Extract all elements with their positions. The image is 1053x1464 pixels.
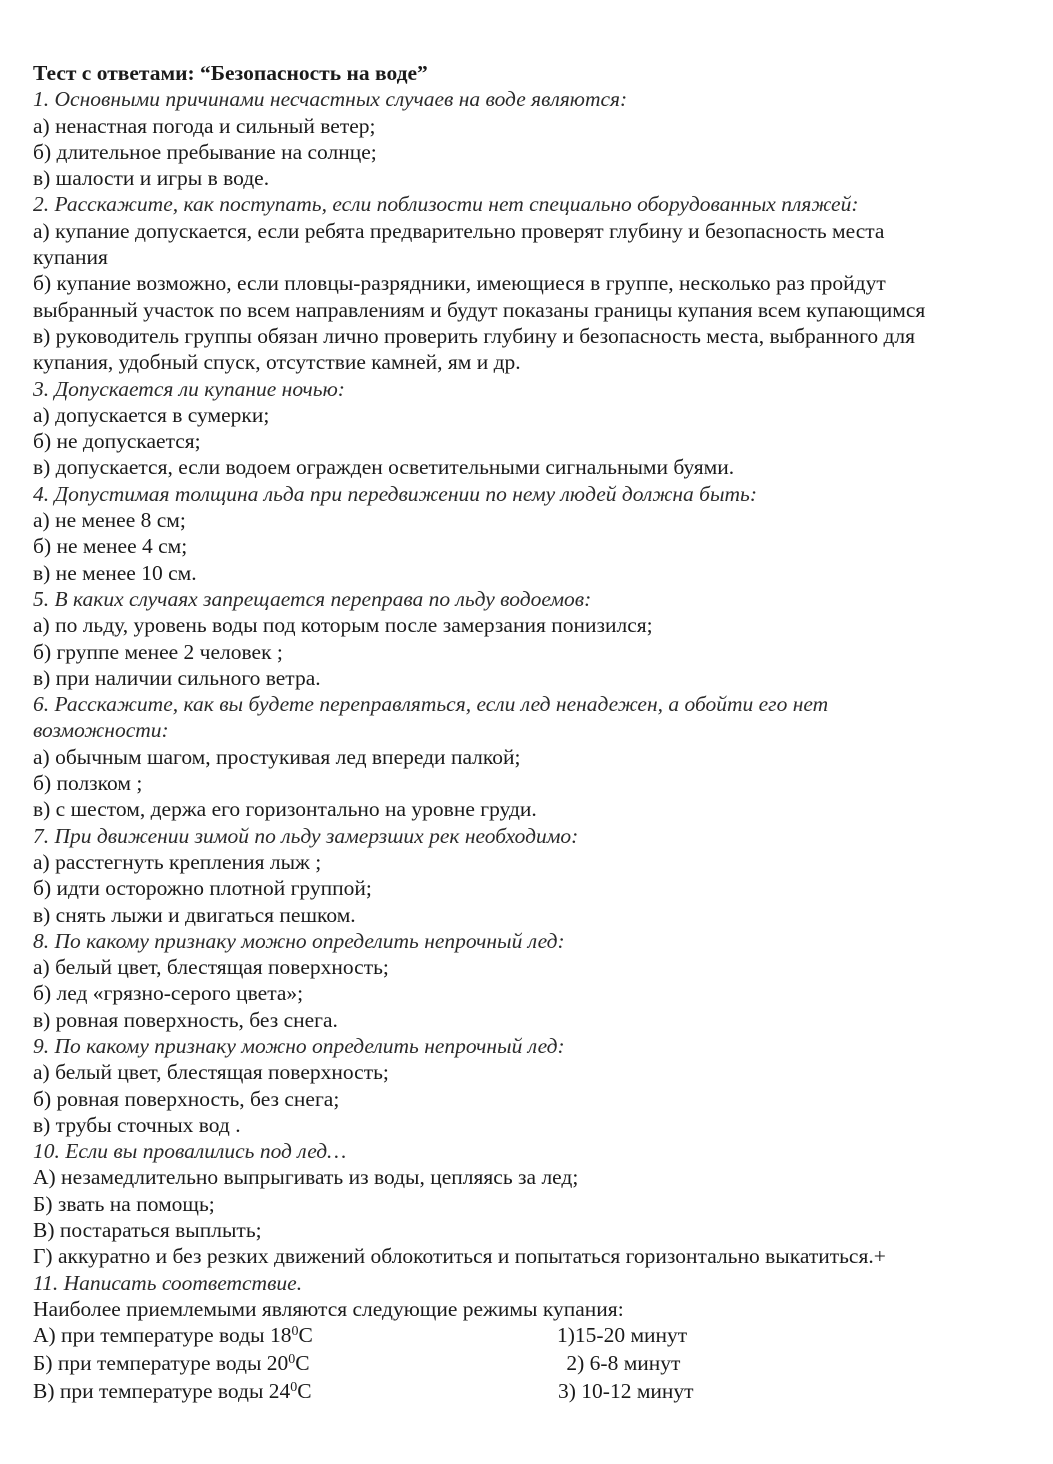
- question-11: 11. Написать соответствие.: [33, 1270, 303, 1295]
- match-left-c-unit: С: [297, 1379, 312, 1404]
- match-right-2: 2) 6-8 минут: [561, 1351, 681, 1376]
- question-9: 9. По какому признаку можно определить непрочный лед:: [33, 1033, 565, 1058]
- answer-4c: в) не менее 10 см.: [33, 560, 197, 585]
- document-page: [33, 60, 1033, 1406]
- answer-3c: в) допускается, если водоем огражден осветительными сигнальными буями.: [33, 455, 735, 480]
- question-6-line2: возможности:: [33, 718, 169, 743]
- answer-9b: б) ровная поверхность, без снега;: [33, 1086, 340, 1111]
- answer-2a-line2: купания: [33, 245, 108, 270]
- match-row-a: [33, 1322, 1033, 1350]
- answer-1b: б) длительное пребывание на солнце;: [33, 139, 377, 164]
- answer-7b: б) идти осторожно плотной группой;: [33, 876, 372, 901]
- match-left-b: [33, 1350, 310, 1376]
- question-1: 1. Основными причинами несчастных случаев на воде являются:: [33, 87, 628, 112]
- answer-2b-line1: б) купание возможно, если пловцы-разрядники, имеющиеся в группе, несколько раз пройдут: [33, 271, 886, 296]
- answer-4b: б) не менее 4 см;: [33, 534, 188, 559]
- question-8: 8. По какому признаку можно определить непрочный лед:: [33, 928, 565, 953]
- match-left-a: [33, 1322, 313, 1348]
- answer-2b-line2: выбранный участок по всем направлениям и будут показаны границы купания всем купающимся: [33, 297, 926, 322]
- document-title: Тест с ответами: “Безопасность на воде”: [33, 61, 428, 85]
- answer-9c: в) трубы сточных вод .: [33, 1112, 241, 1137]
- answer-10b: Б) звать на помощь;: [33, 1191, 215, 1216]
- answer-7c: в) снять лыжи и двигаться пешком.: [33, 902, 356, 927]
- match-right-1: 1)15-20 минут: [557, 1323, 688, 1348]
- answer-8a: а) белый цвет, блестящая поверхность;: [33, 955, 389, 980]
- answer-3b: б) не допускается;: [33, 429, 201, 454]
- answer-8c: в) ровная поверхность, без снега.: [33, 1007, 338, 1032]
- answer-10d: Г) аккуратно и без резких движений облокотиться и попытаться горизонтально выкатиться.+: [33, 1244, 886, 1269]
- answer-2c-line2: купания, удобный спуск, отсутствие камней, ям и др.: [33, 350, 521, 375]
- question-11-intro: Наиболее приемлемыми являются следующие режимы купания:: [33, 1296, 624, 1321]
- degree-superscript: 0: [291, 1324, 299, 1340]
- question-3: 3. Допускается ли купание ночью:: [33, 376, 345, 401]
- question-4: 4. Допустимая толщина льда при передвижении по нему людей должна быть:: [33, 481, 757, 506]
- question-6-line1: 6. Расскажите, как вы будете переправляться, если лед ненадежен, а обойти его нет: [33, 692, 829, 717]
- answer-5c: в) при наличии сильного ветра.: [33, 665, 321, 690]
- answer-2a-line1: а) купание допускается, если ребята предварительно проверят глубину и безопасность места: [33, 218, 885, 243]
- answer-10c: В) постараться выплыть;: [33, 1218, 262, 1243]
- answer-10a: А) незамедлительно выпрыгивать из воды, цепляясь за лед;: [33, 1165, 579, 1190]
- answer-9a: а) белый цвет, блестящая поверхность;: [33, 1060, 389, 1085]
- match-left-c: [33, 1378, 312, 1404]
- degree-superscript: 0: [288, 1352, 296, 1368]
- answer-7a: а) расстегнуть крепления лыж ;: [33, 849, 322, 874]
- match-left-a-text: А) при температуре воды 18: [33, 1323, 292, 1348]
- answer-5b: б) группе менее 2 человек ;: [33, 639, 283, 664]
- question-2: 2. Расскажите, как поступать, если поблизости нет специально оборудованных пляжей:: [33, 192, 859, 217]
- match-left-b-text: Б) при температуре воды 20: [33, 1351, 289, 1376]
- match-left-b-unit: С: [295, 1351, 310, 1376]
- match-row-b: [33, 1350, 1033, 1378]
- question-7: 7. При движении зимой по льду замерзших рек необходимо:: [33, 823, 579, 848]
- answer-5a: а) по льду, уровень воды под которым после замерзания понизился;: [33, 613, 653, 638]
- answer-1a: а) ненастная погода и сильный ветер;: [33, 113, 376, 138]
- answer-4a: а) не менее 8 см;: [33, 508, 186, 533]
- answer-6b: б) ползком ;: [33, 771, 143, 796]
- question-10: 10. Если вы провалились под лед…: [33, 1139, 347, 1164]
- question-5: 5. В каких случаях запрещается переправа по льду водоемов:: [33, 586, 592, 611]
- answer-8b: б) лед «грязно-серого цвета»;: [33, 981, 304, 1006]
- answer-6c: в) с шестом, держа его горизонтально на уровне груди.: [33, 797, 537, 822]
- match-left-a-unit: С: [298, 1323, 313, 1348]
- match-left-c-text: В) при температуре воды 24: [33, 1379, 291, 1404]
- answer-6a: а) обычным шагом, простукивая лед впереди палкой;: [33, 744, 521, 769]
- answer-2c-line1: в) руководитель группы обязан лично проверить глубину и безопасность места, выбранного для: [33, 323, 916, 348]
- match-right-3: 3) 10-12 минут: [558, 1379, 694, 1404]
- answer-3a: а) допускается в сумерки;: [33, 402, 270, 427]
- degree-superscript: 0: [290, 1380, 298, 1396]
- answer-1c: в) шалости и игры в воде.: [33, 166, 270, 191]
- match-row-c: [33, 1378, 1033, 1406]
